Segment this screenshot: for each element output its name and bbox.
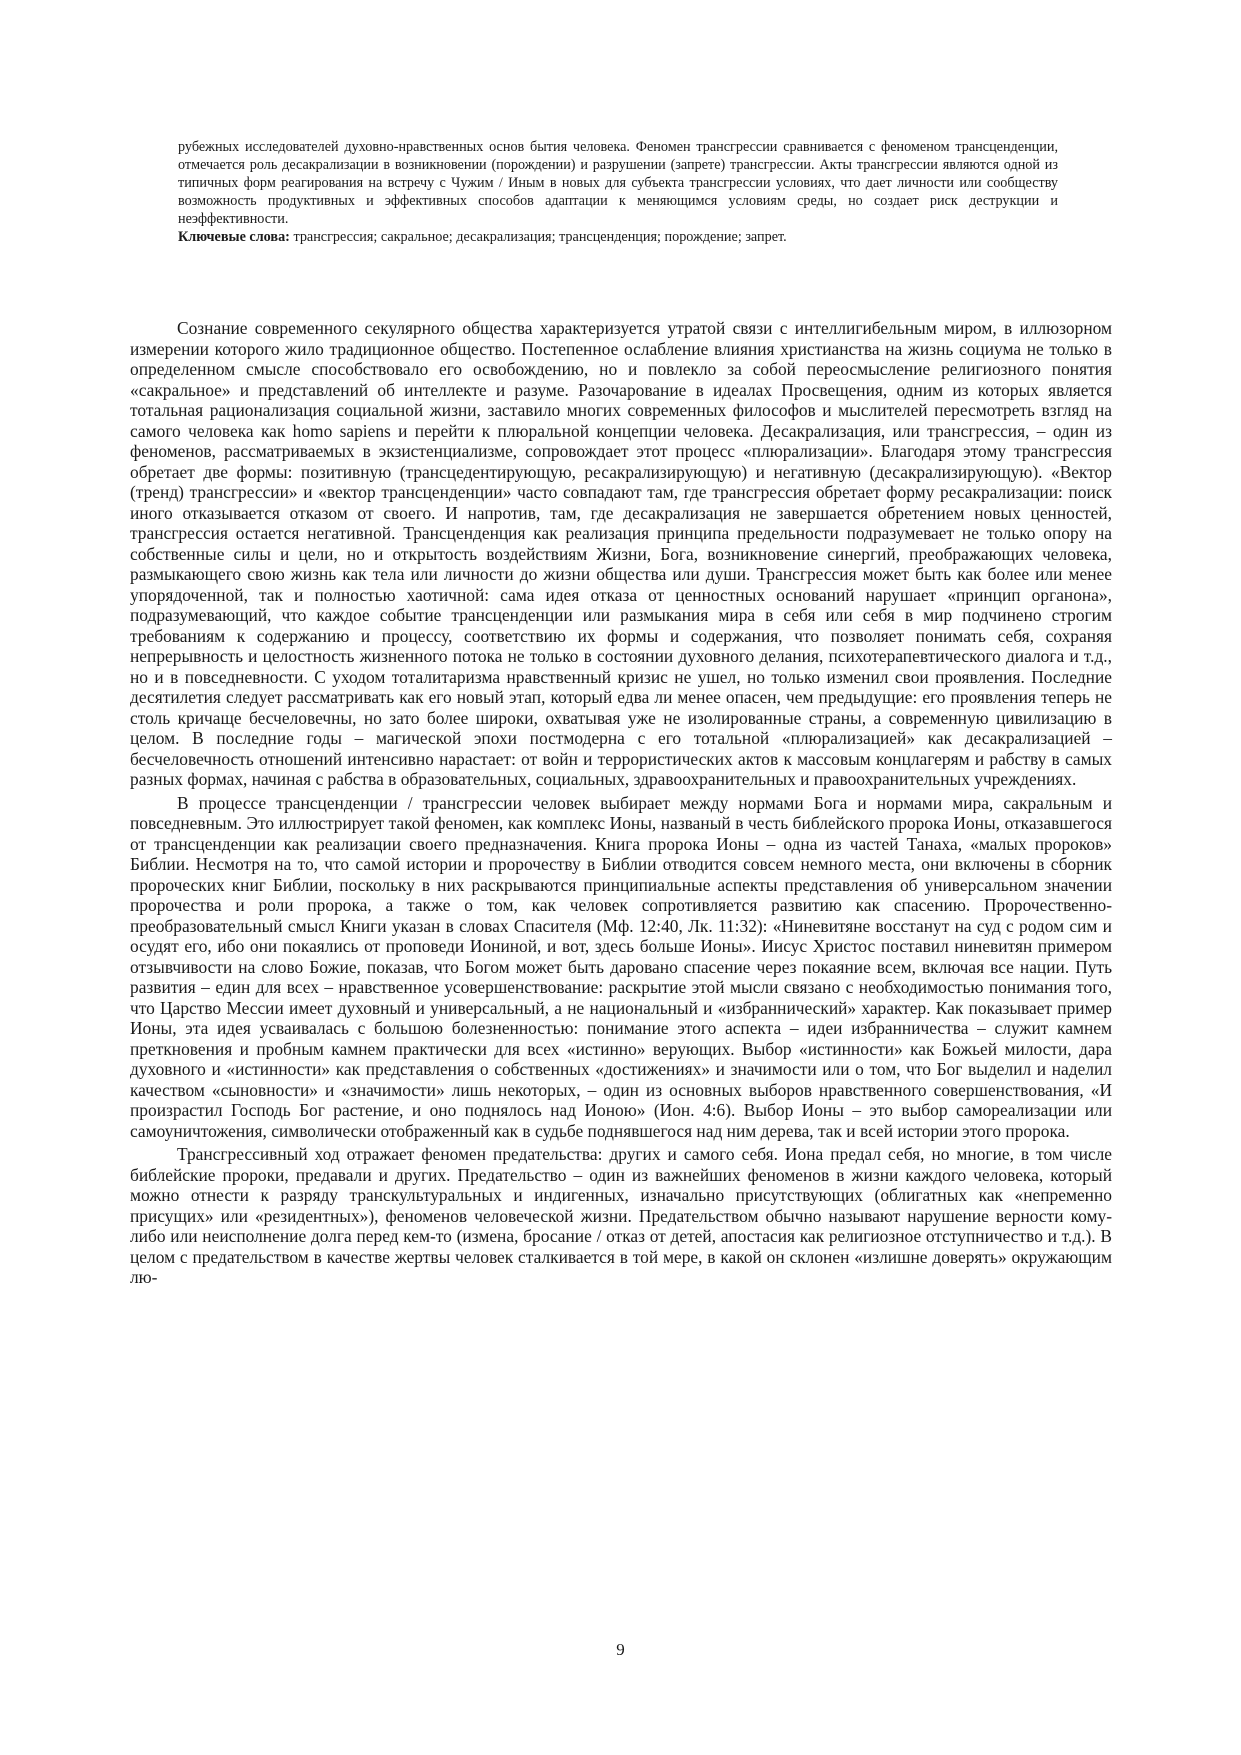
paragraph: В процессе трансценденции / трансгрессии человек выбирает между нормами Бога и нормами мира, сакральным и повседневным. Это иллюстрирует такой феномен, как комплекс Ионы, названый в честь библейского пророка Ионы, отказавшегося от трансценденции как реализации своего предназначения. Книга пророка Ионы – одна из частей Танаха, «малых пророков» Библии. Несмотря на то, что самой истории и пророчеству в Библии отводится совсем немного места, они включены в сборник пророческих книг Библии, поскольку в них раскрываются принципиальные аспекты представления об универсальном значении пророчества и роли пророка, а также о том, как человек сопротивляется развитию как спасению. Пророчественно-преобразовательный смысл Книги указан в словах Спасителя (Мф. 12:40, Лк. 11:32): «Ниневитяне восстанут на суд с родом сим и осудят его, ибо они покаялись от проповеди Иониной, и вот, здесь больше Ионы». Иисус Христос поставил ниневитян примером отзывчивости на слово Божие, показав, что Богом может быть даровано спасение через покаяние всем, включая все нации. Путь развития – един для всех – нравственное усовершенствование: раскрытие этой мысли связано с необходимостью понимания того, что Царство Мессии имеет духовный и универсальный, а не национальный и «избраннический» характер. Как показывает пример Ионы, эта идея усваивалась с большою болезненностью: понимание этого аспекта – идеи избранничества – служит камнем преткновения и пробным камнем практически для всех «истинно» верующих. Выбор «истинности» как Божьей милости, дара духовного и «истинности» как представления о собственных «достижениях» и значимости или о том, что Бог выделил и наделил качеством «сыновности» и «значимости» лишь некоторых, – один из основных выборов нравственного совершенствования, «И произрастил Господь Бог растение, и оно поднялось над Ионою» (Ион. 4:6). Выбор Ионы – это выбор самореализации или самоуничтожения, символически отображенный как в судьбе поднявшегося над ним дерева, так и всей истории этого пророка.	[130, 792, 1112, 1141]
page-number: 9	[616, 1640, 625, 1659]
keywords-line	[178, 228, 1058, 246]
paragraph: Трансгрессивный ход отражает феномен предательства: других и самого себя. Иона предал себя, но многие, в том числе библейские пророки, предавали и других. Предательство – один из важнейших феноменов в жизни каждого человека, который можно отнести к разряду транскультуральных и индигенных, изначально присутствующих (облигатных как «непременно присущих» или «резидентных»), феноменов человеческой жизни. Предательством обычно называют нарушение верности кому-либо или неисполнение долга перед кем-то (измена, бросание / отказ от детей, апостасия как религиозное отступничество и т.д.). В целом с предательством в качестве жертвы человек сталкивается в той мере, в какой он склонен «излишне доверять» окружающим лю-	[130, 1144, 1112, 1287]
abstract-block	[178, 138, 1058, 246]
paragraph: Сознание современного секулярного общества характеризуется утратой связи с интеллигибельным миром, в иллюзорном измерении которого жило традиционное общество. Постепенное ослабление влияния христианства на жизнь социума не только в определенном смысле способствовало его освобождению, но и повлекло за собой переосмысление религиозного понятия «сакральное» и представлений об интеллекте и разуме. Разочарование в идеалах Просвещения, одним из которых является тотальная рационализация социальной жизни, заставило многих современных философов и мыслителей пересмотреть взгляд на самого человека как homo sapiens и перейти к плюральной концепции человека. Десакрализация, или трансгрессия, – один из феноменов, рассматриваемых в экзистенциализме, сопровождает этот процесс «плюрализации». Благодаря этому трансгрессия обретает две формы: позитивную (трансцедентирующую, ресакрализирующую) и негативную (десакрализирующую). «Вектор (тренд) трансгрессии» и «вектор трансценденции» часто совпадают там, где трансгрессия обретает форму ресакрализации: поиск иного отказывается отказом от своего. И напротив, там, где десакрализация не завершается обретением новых ценностей, трансгрессия остается негативной. Трансценденция как реализация принципа предельности подразумевает не только опору на собственные силы и цели, но и открытость воздействиям Жизни, Бога, возникновение синергий, преображающих человека, размыкающего свою жизнь как тела или личности до жизни общества или души. Трансгрессия может быть как более или менее упорядоченной, так и полностью хаотичной: сама идея отказа от ценностных оснований нарушает «принцип органона», подразумевающий, что каждое событие трансценденции или размыкания мира в себя или себя в мир подчинено строгим требованиям к содержанию и процессу, соответствию их формы и содержания, что позволяет понимать себя, сохраняя непрерывность и целостность жизненного потока не только в состоянии духовного делания, психотерапевтического диалога и т.д., но и в повседневности. С уходом тоталитаризма нравственный кризис не ушел, но только изменил свои проявления. Последние десятилетия следует рассматривать как его новый этап, который едва ли менее опасен, чем предыдущие: его проявления теперь не столь кричаще бесчеловечны, но зато более широки, охватывая уже не изолированные страны, а современную цивилизацию в целом. В последние годы – магической эпохи постмодерна с его тотальной «плюрализацией» как десакрализацией – бесчеловечность отношений интенсивно нарастает: от войн и террористических актов к массовым концлагерям и рабству в самых разных формах, начиная с рабства в образовательных, социальных, здравоохранительных и правоохранительных учреждениях.	[130, 318, 1112, 789]
keywords-label: Ключевые слова:	[178, 229, 290, 245]
abstract-text: рубежных исследователей духовно-нравственных основ бытия человека. Феномен трансгрессии сравнивается с феноменом трансценденции, отмечается роль десакрализации в возникновении (порождении) и разрушении (запрете) трансгрессии. Акты трансгрессии являются одной из типичных форм реагирования на встречу с Чужим / Иным в новых для субъекта трансгрессии условиях, что дает личности или сообществу возможность продуктивных и эффективных способов адаптации к меняющимся условиям среды, но создает риск деструкции и неэффективности.	[178, 139, 1058, 227]
keywords-list: трансгрессия; сакральное; десакрализация; трансценденция; порождение; запрет.	[289, 229, 787, 245]
main-text	[130, 318, 1112, 1291]
